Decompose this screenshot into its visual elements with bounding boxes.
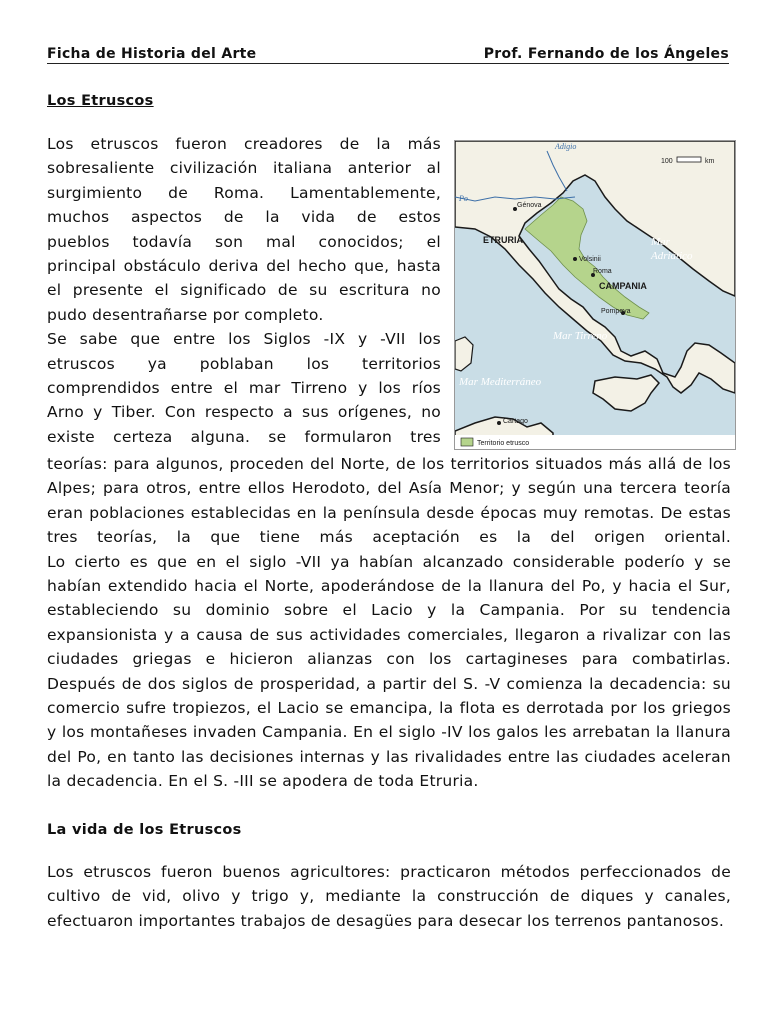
text-line: habían extendido hacia el Norte, apoderándose de la llanura del Po, y hacia el Sur, [47,577,731,596]
map-label-volsinii: Volsinii [579,256,601,263]
text-line: Lo cierto es que en el siglo -VII ya habían alcanzado considerable poderío y se [47,552,731,571]
text-line: Arno y Tiber. Con respecto a sus orígenes, no [47,403,441,422]
text-line: comprendidos entre el mar Tirreno y los ríos [47,379,441,398]
text-line: sobresaliente civilización italiana anterior al [47,159,441,178]
header-author: Prof. Fernando de los Ángeles [483,46,729,62]
text-line: Se sabe que entre los Siglos -IX y -VII los [47,330,441,349]
text-line: Los etruscos fueron creadores de la más [47,135,441,153]
text-line: tres teorías, la que tiene más aceptación es la del origen oriental. [47,528,731,547]
text-line: la decadencia. En el S. -III se apodera de toda Etruria. [47,772,479,791]
text-line: eran poblaciones establecidas en la península desde épocas muy remotas. De estas [47,503,731,522]
map-dot-volsinii [573,257,577,261]
history-paragraph [47,452,731,794]
map-label-mar-adriatico-1: Mar [651,236,670,248]
text-line: Los etruscos fueron buenos agricultores: practicaron métodos perfeccionados de [47,863,731,881]
text-line: comercio sufre tropiezos, el Lacio se emancipa, la flota es derrotada por los griegos [47,699,731,718]
map-label-mar-mediterraneo: Mar Mediterráneo [459,376,542,388]
text-line: pudo desentrañarse por completo. [47,305,324,324]
map-scale-bar [677,157,701,162]
map-label-po: Po [459,194,468,203]
text-line: pueblos todavía son mal conocidos; el [47,232,441,251]
text-line: principal obstáculo deriva del hecho que, hasta [47,257,441,276]
vida-paragraph [47,860,731,933]
map-dot-cartago [497,421,501,425]
text-line: Después de dos siglos de prosperidad, a partir del S. -V comienza la decadencia: su [47,674,731,693]
text-line: teorías: para algunos, proceden del Norte, de los territorios situados más allá de los [47,455,731,473]
map-label-campania: CAMPANIA [599,281,647,291]
map-label-genova: Génova [517,202,542,209]
intro-paragraph [47,132,441,449]
text-line: existe certeza alguna. se formularon tres [47,427,441,446]
text-line: ciudades griegas e hicieron alianzas con los cartagineses para combatirlas. [47,650,731,669]
page-header [47,46,729,64]
text-line: y los montañeses invaden Campania. En el siglo -IV los galos les arrebatan la llanura [47,723,731,742]
intro-column [47,132,441,449]
section-title-vida: La vida de los Etruscos [47,822,242,838]
text-line: surgimiento de Roma. Lamentablemente, [47,183,441,202]
map-label-mar-adriatico-2: Adriático [651,250,693,262]
map-label-mar-tirreno: Mar Tirreno [553,330,608,342]
history-continuation [47,452,731,794]
text-line: efectuaron importantes trabajos de desagües para desecar los terrenos pantanosos. [47,911,725,930]
section-title-etruscos: Los Etruscos [47,93,154,109]
text-line: estableciendo su dominio sobre el Lacio y la Campania. Por su tendencia [47,601,731,620]
map-label-adigio: Adigio [555,142,577,151]
map-legend-swatch [461,438,473,446]
text-line: etruscos ya poblaban los territorios [47,354,441,373]
map-scale-unit: km [705,158,715,165]
map-legend-label: Territorio etrusco [477,440,530,447]
map-scale-number: 100 [661,158,673,165]
map-label-cartago: Cartago [503,418,528,425]
text-line: Alpes; para otros, entre ellos Herodoto, del Asía Menor; y según una tercera teoría [47,479,731,498]
map-label-etruria: ETRURIA [483,235,523,245]
text-line: expansionista y a causa de sus actividades comerciales, llegaron a rivalizar con las [47,625,731,644]
text-line: cultivo de vid, olivo y trigo y, mediante la construcción de diques y canales, [47,887,731,906]
map-label-roma: Roma [593,268,612,275]
vida-section [47,860,731,933]
text-line: el presente el significado de su escritura no [47,281,441,300]
map-label-pompeya: Pompeya [601,308,631,315]
header-subject: Ficha de Historia del Arte [47,46,257,62]
map-of-etruria [454,140,736,450]
text-line: del Po, en tanto las decisiones internas y las rivalidades entre las ciudades aceleran [47,747,731,766]
text-line: muchos aspectos de la vida de estos [47,208,441,227]
